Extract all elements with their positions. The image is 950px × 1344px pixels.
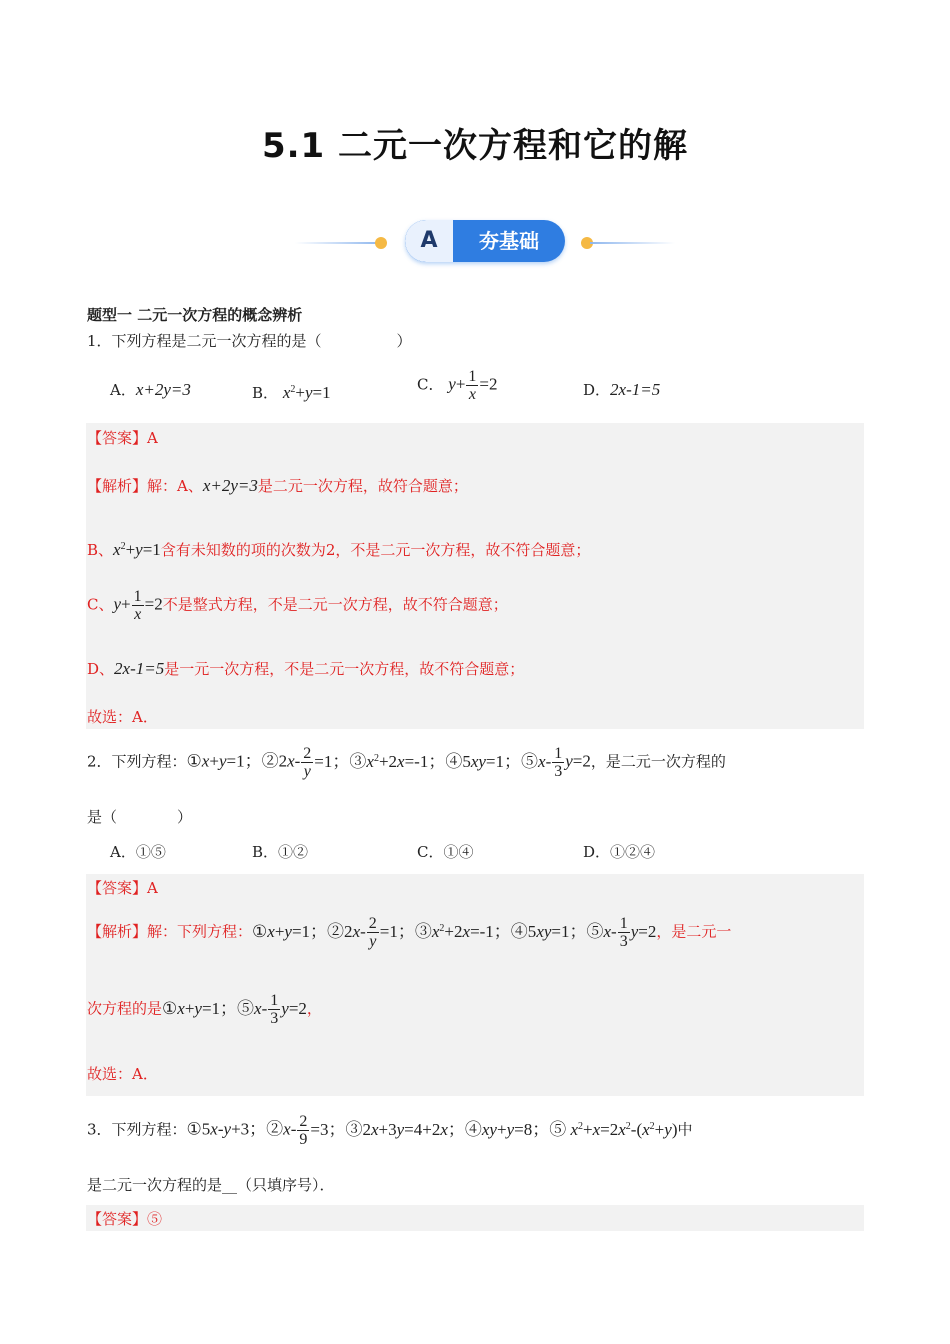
q2-analysis-line2: 次方程的是①x+y=1；⑤x- $\frac{1}{3}$ y=2，	[87, 992, 322, 1027]
q2-option-c: C．①④	[417, 843, 474, 861]
q2-answer: 【答案】A	[87, 879, 158, 897]
q3-stem: 3．下列方程：①5x-y+3；②x- $\frac{2}{9}$ =3；③2x+3y=4+2x；④xy+y=8；⑤ $x^2+x=2x^2-(x^2+y)$中	[87, 1113, 693, 1148]
q2-answer-box	[86, 874, 864, 1096]
q1-answer-box	[86, 423, 864, 729]
section-title: 题型一 二元一次方程的概念辨析	[87, 306, 303, 324]
q1-stem: 1．下列方程是二元一次方程的是（ ）	[87, 332, 412, 350]
section-banner	[295, 218, 675, 266]
q1-analysis-b: B、$x^2+y=1$含有未知数的项的次数为2，不是二元一次方程，故不符合题意；	[87, 540, 591, 559]
banner-line-right	[590, 242, 675, 244]
page-title: 5.1 二元一次方程和它的解	[261, 126, 689, 166]
banner-pill	[405, 220, 565, 262]
q3-answer-box	[86, 1205, 864, 1231]
banner-letter: A	[405, 220, 453, 262]
q1-option-c: C． y+ $\frac{1}{x}$ =2	[417, 368, 498, 403]
q2-stem: 2．下列方程：①x+y=1；②2x- $\frac{2}{y}$ =1；$③x^2+2x=-1$；④5xy=1；⑤x- $\frac{1}{3}$ y=2，是二元一次方程的	[87, 745, 726, 780]
banner-dot-left	[375, 237, 387, 249]
q2-option-d: D．①②④	[583, 843, 656, 861]
q2-analysis: 【解析】解：下列方程：①x+y=1；②2x- $\frac{2}{y}$ =1；$③x^2+2x=-1$；④5xy=1；⑤x- $\frac{1}{3}$ y=2，是二元一	[87, 915, 732, 950]
q3-answer: 【答案】⑤	[87, 1210, 163, 1228]
banner-line-left	[295, 242, 380, 244]
q1-option-d: D．2x-1=5	[583, 380, 661, 399]
q1-analysis-a: 【解析】解：A、x+2y=3是二元一次方程，故符合题意；	[87, 476, 468, 495]
q2-option-a: A．①⑤	[110, 843, 166, 861]
q2-stem-line2: 是（ ）	[87, 808, 193, 826]
banner-label: 夯基础	[479, 229, 539, 253]
q1-answer: 【答案】A	[87, 429, 158, 447]
q1-option-a: A．x+2y=3	[110, 380, 191, 399]
q1-conclusion: 故选：A．	[87, 708, 158, 726]
q2-option-b: B．①②	[252, 843, 309, 861]
q3-stem-line2: 是二元一次方程的是__（只填序号）．	[87, 1176, 335, 1194]
q1-analysis-d: D、2x-1=5是一元一次方程，不是二元一次方程，故不符合题意；	[87, 659, 525, 678]
q2-conclusion: 故选：A．	[87, 1065, 158, 1083]
q1-analysis-c: C、y+ $\frac{1}{x}$ =2不是整式方程，不是二元一次方程，故不符合题意；	[87, 588, 508, 623]
q1-option-b: B． $x^2+y=1$	[252, 383, 331, 402]
